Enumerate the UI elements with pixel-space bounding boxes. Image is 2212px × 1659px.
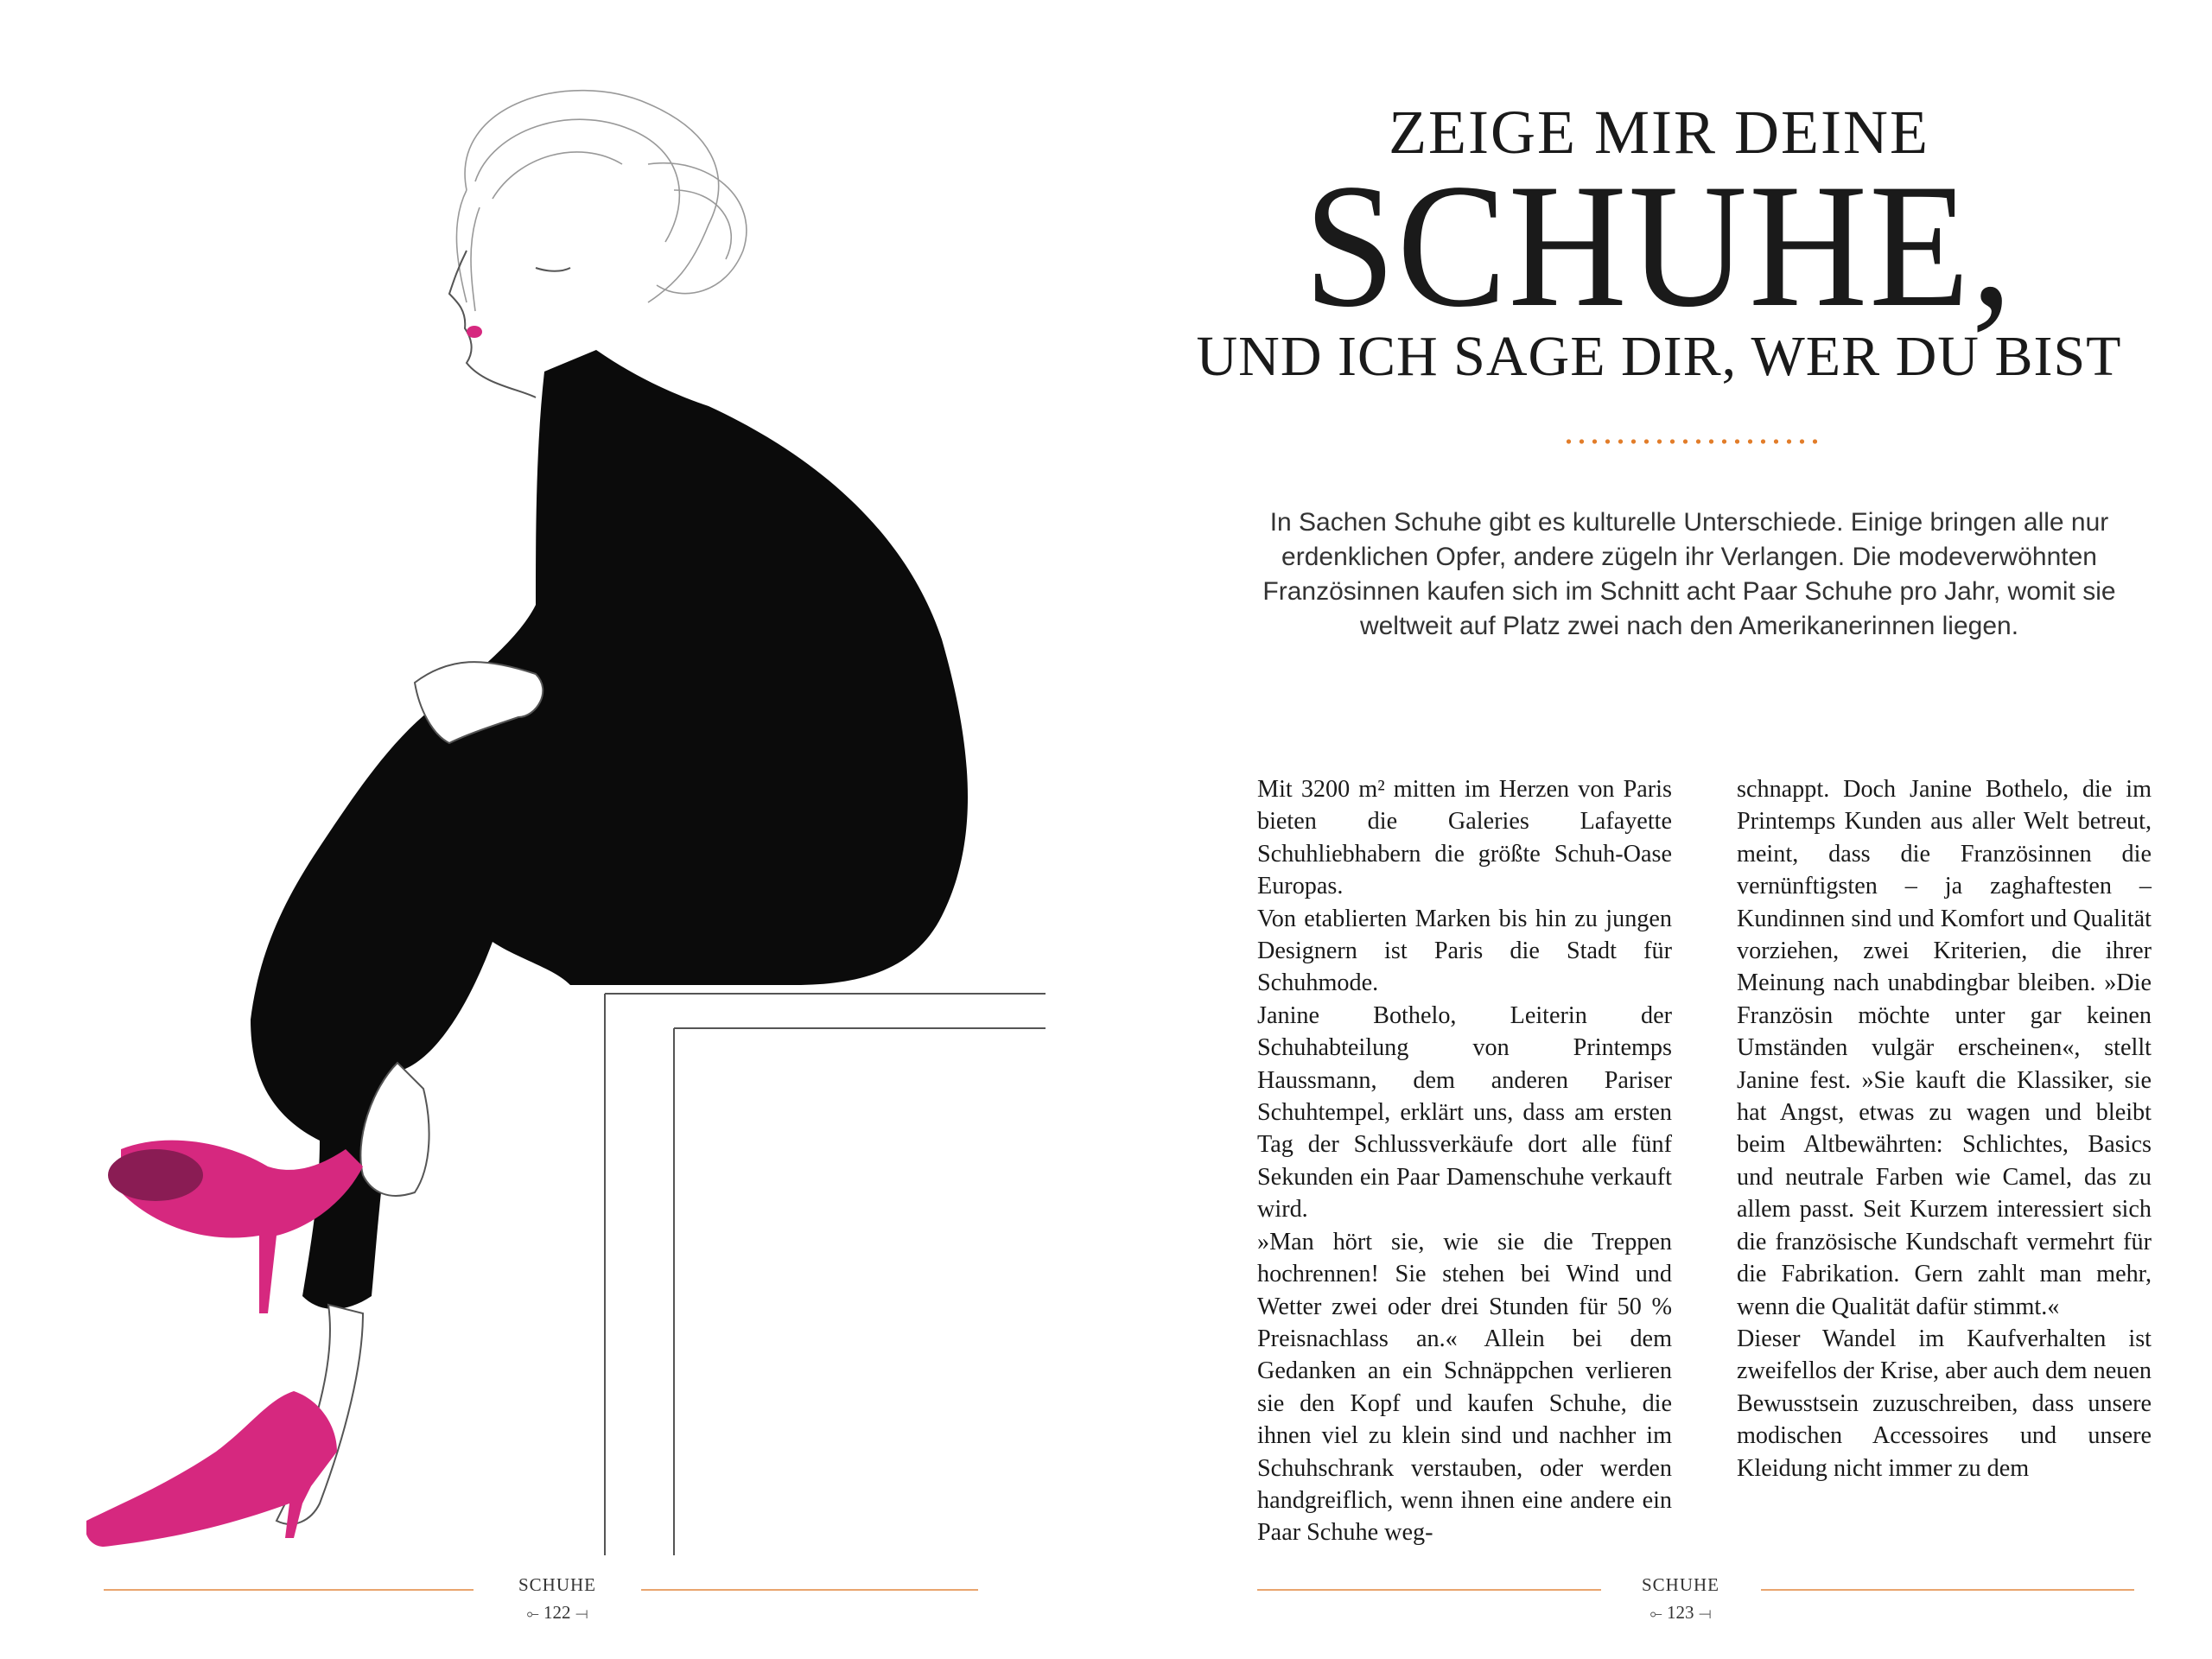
dotted-divider	[1562, 439, 1821, 444]
page-number-value: 123	[1666, 1602, 1694, 1623]
held-shoe-sole	[108, 1149, 203, 1201]
footer-rule-left-a	[104, 1589, 474, 1591]
page-number	[1620, 1602, 1741, 1624]
ornament-right-icon: ⟞	[1698, 1605, 1712, 1622]
text-column-1	[1257, 773, 1672, 1549]
paragraph: Von etablierten Marken bis hin zu jungen Designern ist Paris die Stadt für Schuhmode.	[1257, 905, 1672, 997]
bench-lines	[605, 994, 1046, 1555]
woman-with-heels-illustration	[86, 52, 1080, 1555]
footer-rule-right-b	[1761, 1589, 2134, 1591]
right-page	[1106, 0, 2212, 1659]
ornament-right-icon: ⟞	[575, 1605, 588, 1622]
ornament-left-icon: ⟜	[526, 1605, 539, 1622]
footer-rule-left-b	[641, 1589, 978, 1591]
paragraph: Mit 3200 m² mitten im Herzen von Paris bieten die Galeries Lafayette Schuhliebhabern die größte Schuh-Oase Europas.	[1257, 776, 1672, 900]
footer-rule-right-a	[1257, 1589, 1601, 1591]
intro-paragraph: In Sachen Schuhe gibt es kulturelle Unterschiede. Einige bringen alle nur erdenklichen Opfer, andere zügeln ihr Verlangen. Die modeverwöhnten Französinnen kaufen sich im Schnitt acht Paar Schuhe pro Jahr, womit sie weltweit auf Platz zwei nach den Amerikanerinnen liegen.	[1262, 508, 2116, 640]
footer-section-label: SCHUHE	[1641, 1574, 1719, 1595]
paragraph: »Man hört sie, wie sie die Treppen hochrennen! Sie stehen bei Wind und Wetter zwei oder drei Stunden für 50 % Preisnachlass an.« Allein bei dem Gedanken an ein Schnäppchen verlieren sie den Kopf und kaufen Schuhe, die ihnen viel zu klein sind und nachher im Schuhschrank verstauben, oder werden handgreiflich, wenn ihnen eine andere ein Paar Schuhe weg-	[1257, 1228, 1672, 1547]
page-number-value: 122	[543, 1602, 571, 1623]
text-column-2	[1737, 773, 2152, 1484]
page-number	[497, 1602, 618, 1624]
footer-section-label: SCHUHE	[518, 1574, 596, 1595]
paragraph: Dieser Wandel im Kaufverhalten ist zweifellos der Krise, aber auch dem neuen Bewusstsein zuzuschreiben, dass unsere modischen Accessoires und unsere Kleidung nicht immer zu dem	[1737, 1325, 2152, 1482]
paragraph: schnappt. Doch Janine Bothelo, die im Printemps Kunden aus aller Welt betreut, meint, dass die Französinnen die vernünftigsten – ja zaghaftesten – Kundinnen sind und Komfort und Qualität vorziehen, zwei Kriterien, die ihrer Meinung nach unabdingbar bleiben. »Die Französin möchte unter gar keinen Umständen vulgär erscheinen«, stellt Janine fest. »Sie kauft die Klassiker, sie hat Angst, etwas zu wagen und bleibt beim Altbewährten: Schlichtes, Basics und neutrale Farben wie Camel, das zu allem passt. Seit Kurzem interessiert sich die französische Kundschaft vermehrt für die Fabrikation. Gern zahlt man mehr, wenn die Qualität dafür stimmt.«	[1737, 776, 2152, 1320]
paragraph: Janine Bothelo, Leiterin der Schuhabteilung von Printemps Haussmann, dem anderen Pariser Schuhtempel, erklärt uns, dass am ersten Tag der Schlussverkäufe dort alle fünf Sekunden ein Paar Damenschuhe verkauft wird.	[1257, 1001, 1672, 1224]
lips	[467, 326, 482, 338]
heading-line-3: UND ICH SAGE DIR, WER DU BIST	[1196, 325, 2122, 388]
hair	[456, 91, 746, 311]
ornament-left-icon: ⟜	[1649, 1605, 1662, 1622]
heading-line-1: ZEIGE MIR DEINE	[1389, 98, 1929, 167]
heading-line-2: SCHUHE,	[1304, 148, 2014, 345]
